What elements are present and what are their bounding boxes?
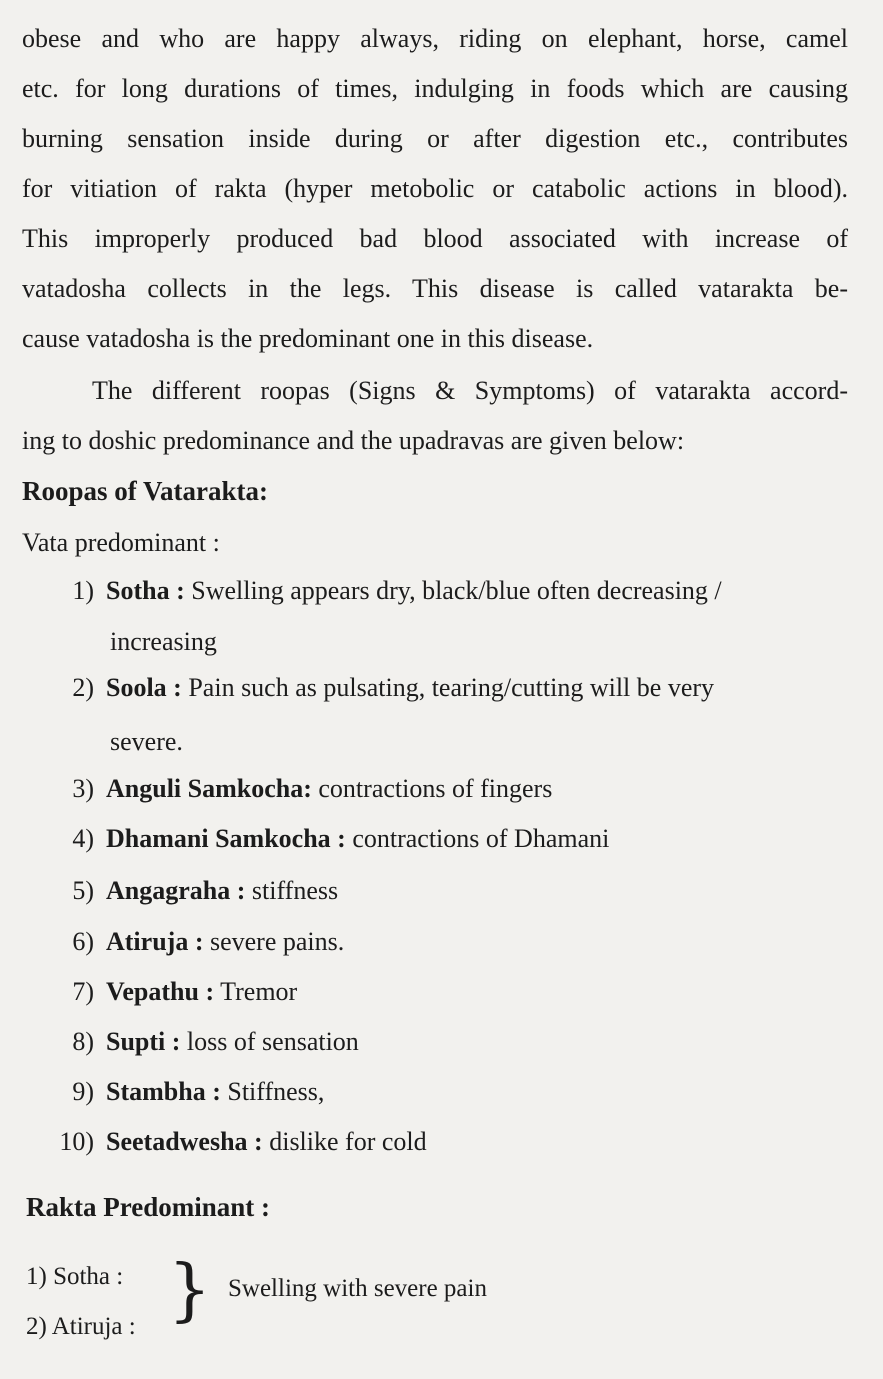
symptom-desc: severe pains. — [203, 927, 345, 956]
symptom-term: Angagraha : — [106, 876, 246, 905]
curly-brace: } — [168, 1251, 212, 1330]
roopas-heading: Roopas of Vatarakta: — [22, 476, 269, 506]
list-item: 1) Sotha : — [26, 1263, 124, 1290]
symptom-desc: contractions of fingers — [311, 774, 553, 803]
list-item-continuation: increasing — [110, 627, 217, 656]
symptom-term: Supti : — [106, 1027, 181, 1056]
roopas-intro-line: ing to doshic predominance and the upadravas are given below: — [22, 426, 685, 455]
symptom-term: Seetadwesha : — [106, 1127, 263, 1156]
list-item-continuation: severe. — [110, 727, 183, 756]
list-item: 7) Vepathu : Tremor — [72, 977, 298, 1006]
symptom-desc: Tremor — [214, 977, 298, 1006]
list-item: 8) Supti : loss of sensation — [72, 1027, 359, 1056]
symptom-desc: contractions of Dhamani — [345, 824, 610, 853]
list-item: 9) Stambha : Stiffness, — [72, 1077, 325, 1106]
list-item: 2) Atiruja : — [26, 1313, 136, 1340]
roopas-intro-line: The different roopas (Signs & Symptoms) of vatarakta accord- — [92, 376, 848, 405]
intro-line: for vitiation of rakta (hyper metobolic or catabolic actions in blood). — [22, 174, 848, 203]
symptom-term: Dhamani Samkocha : — [106, 824, 346, 853]
symptom-desc: Pain such as pulsating, tearing/cutting will be very — [181, 673, 715, 702]
list-item: 5) Angagraha : stiffness — [72, 876, 339, 905]
intro-line: burning sensation inside during or after digestion etc., contributes — [22, 124, 848, 153]
list-item: 10) Seetadwesha : dislike for cold — [59, 1127, 427, 1156]
list-item: 3) Anguli Samkocha: contractions of fingers — [72, 774, 553, 803]
vata-predominant-heading: Vata predominant : — [22, 528, 220, 557]
symptom-desc: dislike for cold — [262, 1127, 427, 1156]
rakta-predominant-heading: Rakta Predominant : — [26, 1192, 271, 1222]
symptom-desc: Stiffness, — [220, 1077, 325, 1106]
list-item: 4) Dhamani Samkocha : contractions of Dhamani — [72, 824, 610, 853]
rakta-description: Swelling with severe pain — [228, 1275, 487, 1302]
symptom-term: Stambha : — [106, 1077, 221, 1106]
intro-line: cause vatadosha is the predominant one in this disease. — [22, 324, 594, 353]
intro-line: This improperly produced bad blood associated with increase of — [22, 224, 848, 253]
symptom-desc: Swelling appears dry, black/blue often decreasing / — [184, 576, 722, 605]
intro-line: etc. for long durations of times, indulging in foods which are causing — [22, 74, 848, 103]
symptom-term: Anguli Samkocha: — [106, 774, 312, 803]
symptom-term: Vepathu : — [106, 977, 215, 1006]
symptom-term: Sotha : — [106, 576, 185, 605]
intro-line: vatadosha collects in the legs. This disease is called vatarakta be- — [22, 274, 848, 303]
list-item: 1) Sotha : Swelling appears dry, black/blue often decreasing / — [72, 576, 722, 605]
symptom-desc: stiffness — [245, 876, 339, 905]
intro-line: obese and who are happy always, riding on elephant, horse, camel — [22, 24, 848, 53]
symptom-term: Atiruja : — [106, 927, 204, 956]
symptom-term: Soola : — [106, 673, 182, 702]
list-item: 2) Soola : Pain such as pulsating, tearing/cutting will be very — [72, 673, 715, 702]
symptom-desc: loss of sensation — [180, 1027, 359, 1056]
list-item: 6) Atiruja : severe pains. — [72, 927, 345, 956]
